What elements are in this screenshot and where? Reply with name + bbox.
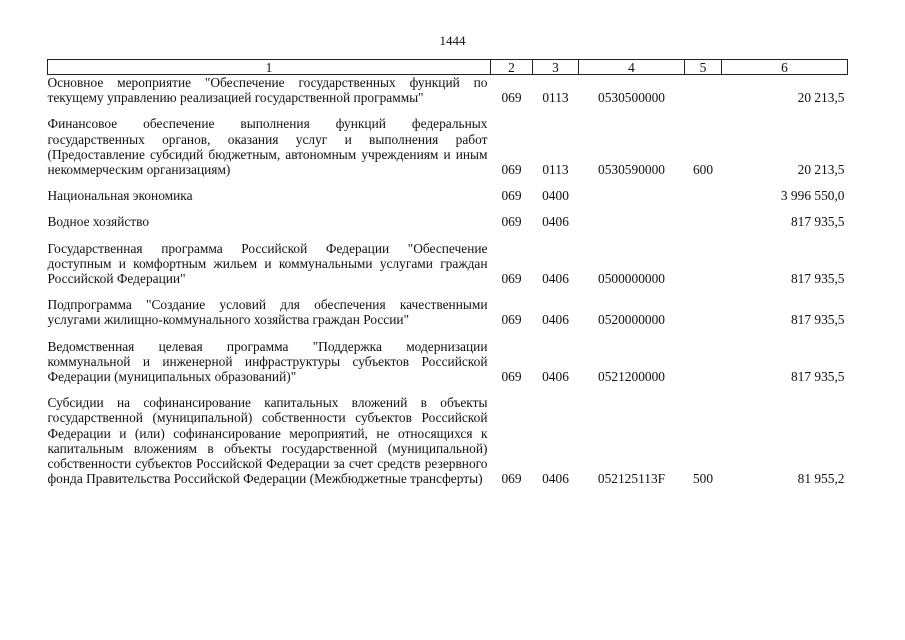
row-amount: 81 955,2 <box>797 471 845 487</box>
row-section-code: 0406 <box>542 312 569 328</box>
row-target-code: 0521200000 <box>598 369 665 385</box>
row-name: Подпрограмма "Создание условий для обеспечения качественными услугами жилищно-коммунального хозяйства граждан России" <box>47 297 488 328</box>
row-name: Водное хозяйство <box>47 214 150 230</box>
column-header-4: 4 <box>579 60 685 75</box>
row-section-code: 0406 <box>542 271 569 287</box>
table-row <box>48 178 848 204</box>
row-target-code <box>579 204 685 230</box>
table-row <box>48 287 848 328</box>
row-section-code: 0406 <box>542 471 569 487</box>
row-amount: 20 213,5 <box>797 90 845 106</box>
row-target-code: 0530590000 <box>598 162 665 178</box>
row-expense-type: 600 <box>692 162 714 178</box>
table-row <box>48 329 848 386</box>
row-expense-type <box>685 329 722 386</box>
row-ministry-code: 069 <box>501 271 522 287</box>
row-ministry-code: 069 <box>501 471 522 487</box>
row-target-code: 0500000000 <box>598 271 665 287</box>
table-row <box>48 204 848 230</box>
row-name: Субсидии на софинансирование капитальных вложений в объекты государственной (муниципальной) собственности субъектов Российской Федерации и (или) софинансирование мероприятий, не относящихся к капитальным вложениям в объекты государственной (муниципальной) собственности субъектов Российской Федерации за счет средств резервного фонда Правительства Российской Федерации (Межбюджетные трансферты) <box>47 395 488 487</box>
row-ministry-code: 069 <box>501 312 522 328</box>
row-ministry-code: 069 <box>501 369 522 385</box>
table-row <box>48 106 848 178</box>
row-amount: 817 935,5 <box>790 369 845 385</box>
column-header-2: 2 <box>491 60 533 75</box>
column-header-6: 6 <box>722 60 848 75</box>
table-row <box>48 385 848 487</box>
row-amount: 817 935,5 <box>790 214 845 230</box>
budget-table <box>47 59 848 487</box>
column-header-5: 5 <box>685 60 722 75</box>
row-amount: 817 935,5 <box>790 312 845 328</box>
row-amount: 3 996 550,0 <box>780 188 845 204</box>
row-section-code: 0406 <box>542 214 569 230</box>
column-header-1: 1 <box>48 60 491 75</box>
row-target-code: 0520000000 <box>598 312 665 328</box>
table-row <box>48 75 848 107</box>
row-target-code: 0530500000 <box>598 90 665 106</box>
row-expense-type <box>685 75 722 107</box>
column-header-3: 3 <box>533 60 579 75</box>
row-amount: 20 213,5 <box>797 162 845 178</box>
row-amount: 817 935,5 <box>790 271 845 287</box>
row-name: Ведомственная целевая программа "Поддержка модернизации коммунальной и инженерной инфраструктуры субъектов Российской Федерации (муниципальных образований)" <box>47 338 488 385</box>
row-ministry-code: 069 <box>501 162 522 178</box>
row-target-code: 052125113F <box>597 471 666 487</box>
row-ministry-code: 069 <box>501 90 522 106</box>
row-expense-type <box>685 204 722 230</box>
row-name: Основное мероприятие "Обеспечение государственных функций по текущему управлению реализацией государственной программы" <box>47 75 488 106</box>
page-number: 1444 <box>439 33 466 48</box>
row-section-code: 0400 <box>542 188 569 204</box>
row-section-code: 0406 <box>542 369 569 385</box>
row-name: Государственная программа Российской Федерации "Обеспечение доступным и комфортным жильем и коммунальными услугами граждан Российской Федерации" <box>47 240 488 287</box>
row-ministry-code: 069 <box>501 188 522 204</box>
row-section-code: 0113 <box>542 162 569 178</box>
column-number-header-row <box>48 60 848 75</box>
row-name: Национальная экономика <box>47 188 193 204</box>
row-target-code <box>579 178 685 204</box>
row-expense-type: 500 <box>692 471 714 487</box>
row-expense-type <box>685 178 722 204</box>
row-ministry-code: 069 <box>501 214 522 230</box>
row-expense-type <box>685 287 722 328</box>
row-name: Финансовое обеспечение выполнения функций федеральных государственных органов, оказания услуг и выполнения работ (Предоставление субсидий бюджетным, автономным учреждениям и иным некоммерческим организациям) <box>47 116 488 178</box>
table-row <box>48 231 848 288</box>
row-section-code: 0113 <box>542 90 569 106</box>
row-expense-type <box>685 231 722 288</box>
